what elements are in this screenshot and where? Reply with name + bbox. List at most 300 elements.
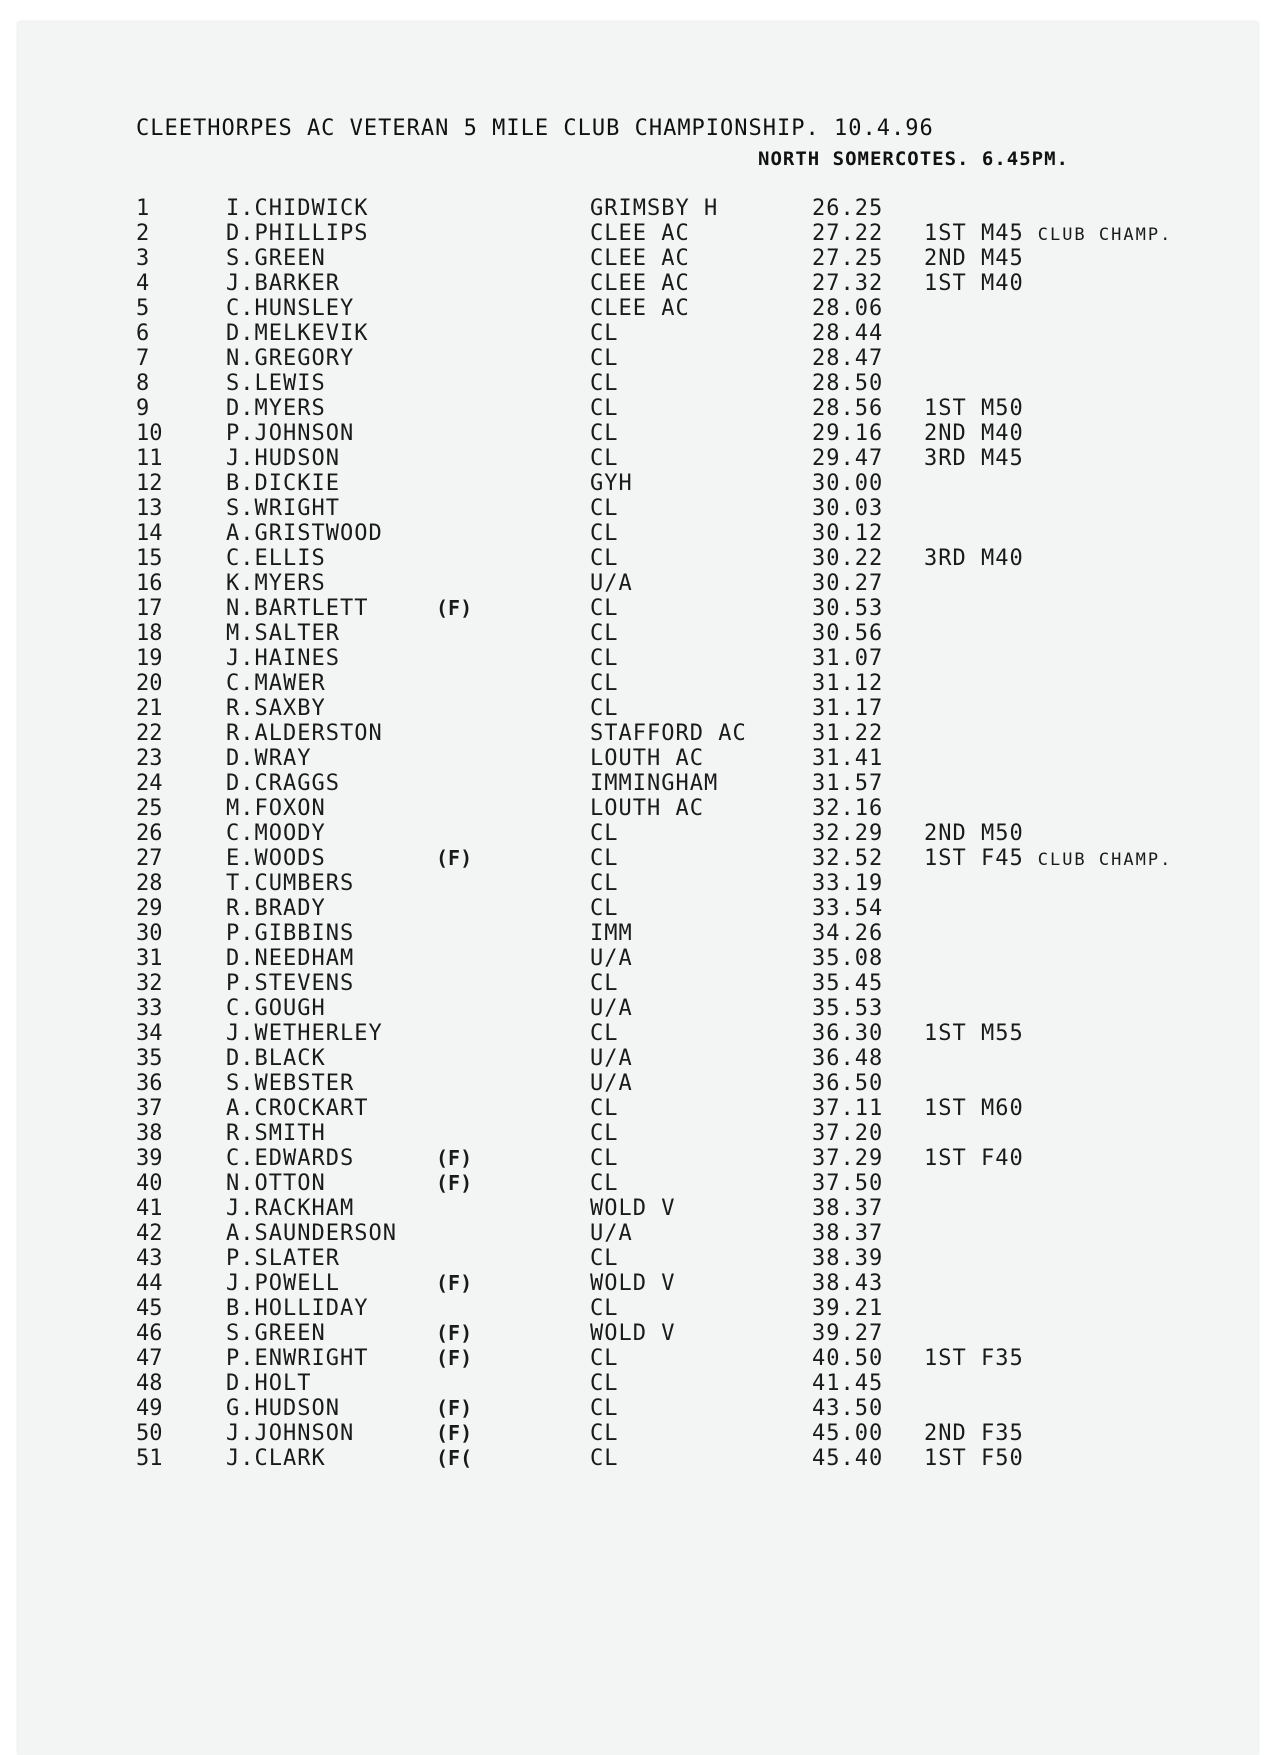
age-category-award [924,746,938,773]
runner-club: CL [590,621,619,646]
finish-time: 29.47 [812,446,884,471]
age-category-award [924,1321,938,1348]
runner-club: CL [590,1421,619,1446]
finish-time: 35.08 [812,946,884,971]
age-category-award [924,446,1038,473]
runner-club: WOLD V [590,1321,676,1346]
award-label: 1ST F45 [924,846,1024,871]
award-label: 1ST F35 [924,1346,1024,1371]
award-label: 3RD M45 [924,446,1024,471]
runner-club: CL [590,646,619,671]
finish-time: 28.50 [812,371,884,396]
club-champ-note: CLUB CHAMP. [1037,225,1173,245]
runner-club: WOLD V [590,1271,676,1296]
runner-name: S.WRIGHT [226,496,340,521]
runner-club: CL [590,1096,619,1121]
age-category-award [924,1221,938,1248]
finish-time: 30.12 [812,521,884,546]
award-label: 1ST M60 [924,1096,1024,1121]
result-row [0,1121,1275,1146]
age-category-award [924,971,938,998]
runner-club: IMM [590,921,633,946]
age-category-award [924,471,938,498]
finish-time: 30.22 [812,546,884,571]
finish-time: 30.00 [812,471,884,496]
result-position: 8 [136,371,150,396]
runner-name: C.GOUGH [226,996,326,1021]
finish-time: 41.45 [812,1371,884,1396]
runner-club: CL [590,421,619,446]
age-category-award [924,721,938,748]
result-position: 21 [136,696,163,721]
finish-time: 32.16 [812,796,884,821]
result-row [0,371,1275,396]
result-row [0,996,1275,1021]
result-row [0,221,1275,246]
runner-name: J.WETHERLEY [226,1021,383,1046]
runner-club: U/A [590,1221,633,1246]
finish-time: 33.19 [812,871,884,896]
runner-club: CL [590,896,619,921]
result-position: 49 [136,1396,163,1421]
runner-club: U/A [590,946,633,971]
result-row [0,1046,1275,1071]
result-position: 15 [136,546,163,571]
finish-time: 39.21 [812,1296,884,1321]
result-position: 14 [136,521,163,546]
finish-time: 35.45 [812,971,884,996]
runner-name: D.BLACK [226,1046,326,1071]
result-position: 44 [136,1271,163,1296]
runner-name: S.GREEN [226,246,326,271]
runner-club: CL [590,846,619,871]
age-category-award [924,246,1038,273]
age-category-award [924,521,938,548]
runner-club: CLEE AC [590,221,690,246]
result-row [0,1021,1275,1046]
finish-time: 32.29 [812,821,884,846]
result-position: 20 [136,671,163,696]
age-category-award [924,346,938,373]
result-row [0,946,1275,971]
result-position: 51 [136,1446,163,1471]
age-category-award [924,1121,938,1148]
runner-club: U/A [590,1046,633,1071]
result-position: 2 [136,221,150,246]
result-row [0,471,1275,496]
result-position: 47 [136,1346,163,1371]
gender-marker: (F) [436,1271,473,1295]
runner-club: CLEE AC [590,246,690,271]
result-position: 5 [136,296,150,321]
finish-time: 28.44 [812,321,884,346]
result-row [0,671,1275,696]
age-category-award [924,871,938,898]
finish-time: 27.25 [812,246,884,271]
result-row [0,246,1275,271]
age-category-award [924,496,938,523]
result-position: 23 [136,746,163,771]
runner-name: J.RACKHAM [226,1196,355,1221]
finish-time: 45.40 [812,1446,884,1471]
runner-club: CL [590,396,619,421]
runner-club: CL [590,1171,619,1196]
finish-time: 31.22 [812,721,884,746]
finish-time: 37.20 [812,1121,884,1146]
finish-time: 36.48 [812,1046,884,1071]
result-row [0,1096,1275,1121]
age-category-award [924,946,938,973]
runner-name: G.HUDSON [226,1396,340,1421]
runner-name: C.HUNSLEY [226,296,355,321]
result-row [0,846,1275,871]
age-category-award [924,1246,938,1273]
result-row [0,1246,1275,1271]
result-position: 46 [136,1321,163,1346]
runner-name: S.WEBSTER [226,1071,355,1096]
document-title: CLEETHORPES AC VETERAN 5 MILE CLUB CHAMPIONSHIP. 10.4.96 [136,116,934,141]
finish-time: 37.11 [812,1096,884,1121]
result-position: 36 [136,1071,163,1096]
runner-club: CLEE AC [590,271,690,296]
runner-name: D.NEEDHAM [226,946,355,971]
award-label: 2ND M40 [924,421,1024,446]
result-position: 13 [136,496,163,521]
result-row [0,521,1275,546]
result-row [0,696,1275,721]
result-position: 7 [136,346,150,371]
runner-name: S.LEWIS [226,371,326,396]
award-label: 1ST M50 [924,396,1024,421]
age-category-award [924,1046,938,1073]
runner-club: CL [590,596,619,621]
finish-time: 31.17 [812,696,884,721]
runner-name: P.SLATER [226,1246,340,1271]
result-position: 34 [136,1021,163,1046]
result-row [0,1171,1275,1196]
runner-name: C.ELLIS [226,546,326,571]
finish-time: 38.37 [812,1221,884,1246]
finish-time: 40.50 [812,1346,884,1371]
age-category-award [924,796,938,823]
award-label: 2ND M50 [924,821,1024,846]
result-position: 22 [136,721,163,746]
result-row [0,1146,1275,1171]
runner-name: D.CRAGGS [226,771,340,796]
runner-name: I.CHIDWICK [226,196,369,221]
age-category-award [924,396,1038,423]
age-category-award [924,1146,1038,1173]
runner-name: J.POWELL [226,1271,340,1296]
age-category-award [924,1396,938,1423]
gender-marker: (F) [436,1346,473,1370]
result-position: 9 [136,396,150,421]
runner-club: CL [590,371,619,396]
runner-club: CL [590,1121,619,1146]
runner-name: D.MYERS [226,396,326,421]
gender-marker: (F) [436,1421,473,1445]
age-category-award [924,1371,938,1398]
age-category-award [924,296,938,323]
finish-time: 32.52 [812,846,884,871]
finish-time: 45.00 [812,1421,884,1446]
age-category-award [924,421,1038,448]
runner-name: N.OTTON [226,1171,326,1196]
result-position: 40 [136,1171,163,1196]
result-position: 41 [136,1196,163,1221]
result-position: 26 [136,821,163,846]
age-category-award [924,1271,938,1298]
result-row [0,896,1275,921]
finish-time: 35.53 [812,996,884,1021]
age-category-award [924,546,1038,573]
runner-name: D.MELKEVIK [226,321,369,346]
result-position: 45 [136,1296,163,1321]
runner-club: LOUTH AC [590,796,704,821]
result-position: 29 [136,896,163,921]
gender-marker: (F) [436,1396,473,1420]
result-row [0,571,1275,596]
runner-name: D.PHILLIPS [226,221,369,246]
runner-name: D.WRAY [226,746,312,771]
result-row [0,1346,1275,1371]
result-row [0,496,1275,521]
runner-club: CL [590,1296,619,1321]
finish-time: 38.37 [812,1196,884,1221]
result-position: 24 [136,771,163,796]
runner-club: GRIMSBY H [590,196,719,221]
runner-club: IMMINGHAM [590,771,719,796]
runner-club: CL [590,971,619,996]
age-category-award [924,1021,1038,1048]
runner-name: C.MOODY [226,821,326,846]
runner-name: E.WOODS [226,846,326,871]
runner-name: R.ALDERSTON [226,721,383,746]
result-row [0,646,1275,671]
result-position: 43 [136,1246,163,1271]
age-category-award [924,1096,1038,1123]
finish-time: 30.03 [812,496,884,521]
finish-time: 26.25 [812,196,884,221]
result-position: 27 [136,846,163,871]
age-category-award [924,1296,938,1323]
result-position: 30 [136,921,163,946]
award-label: 3RD M40 [924,546,1024,571]
runner-name: S.GREEN [226,1321,326,1346]
age-category-award [924,1171,938,1198]
result-row [0,296,1275,321]
runner-club: CL [590,446,619,471]
finish-time: 38.39 [812,1246,884,1271]
result-position: 35 [136,1046,163,1071]
age-category-award [924,621,938,648]
runner-name: C.EDWARDS [226,1146,355,1171]
result-row [0,796,1275,821]
runner-name: M.SALTER [226,621,340,646]
result-row [0,1446,1275,1471]
result-position: 25 [136,796,163,821]
finish-time: 37.29 [812,1146,884,1171]
runner-club: CL [590,321,619,346]
runner-name: R.SAXBY [226,696,326,721]
result-row [0,1296,1275,1321]
result-row [0,321,1275,346]
club-champ-note: CLUB CHAMP. [1037,850,1173,870]
age-category-award [924,646,938,673]
result-row [0,346,1275,371]
runner-name: M.FOXON [226,796,326,821]
result-position: 17 [136,596,163,621]
result-row [0,721,1275,746]
result-row [0,1071,1275,1096]
result-position: 38 [136,1121,163,1146]
runner-club: U/A [590,996,633,1021]
runner-name: P.STEVENS [226,971,355,996]
finish-time: 27.22 [812,221,884,246]
age-category-award [924,371,938,398]
age-category-award [924,846,1172,873]
runner-club: CL [590,346,619,371]
finish-time: 30.56 [812,621,884,646]
finish-time: 28.06 [812,296,884,321]
award-label: 2ND M45 [924,246,1024,271]
result-row [0,821,1275,846]
gender-marker: (F( [436,1446,473,1470]
result-position: 50 [136,1421,163,1446]
runner-name: P.JOHNSON [226,421,355,446]
result-position: 16 [136,571,163,596]
age-category-award [924,996,938,1023]
finish-time: 29.16 [812,421,884,446]
result-position: 33 [136,996,163,1021]
age-category-award [924,671,938,698]
result-position: 1 [136,196,150,221]
award-label: 1ST M55 [924,1021,1024,1046]
result-position: 4 [136,271,150,296]
runner-club: CL [590,821,619,846]
result-row [0,196,1275,221]
age-category-award [924,1071,938,1098]
runner-name: B.HOLLIDAY [226,1296,369,1321]
runner-name: K.MYERS [226,571,326,596]
age-category-award [924,1446,1038,1473]
results-table [0,196,1275,1471]
result-position: 28 [136,871,163,896]
age-category-award [924,1421,1038,1448]
gender-marker: (F) [436,1321,473,1345]
result-row [0,446,1275,471]
result-row [0,771,1275,796]
age-category-award [924,596,938,623]
award-label: 1ST F50 [924,1446,1024,1471]
result-position: 12 [136,471,163,496]
result-row [0,396,1275,421]
gender-marker: (F) [436,1146,473,1170]
result-row [0,1221,1275,1246]
runner-club: U/A [590,1071,633,1096]
runner-club: CL [590,671,619,696]
result-row [0,621,1275,646]
finish-time: 31.12 [812,671,884,696]
result-row [0,1396,1275,1421]
result-position: 18 [136,621,163,646]
finish-time: 31.57 [812,771,884,796]
result-position: 19 [136,646,163,671]
result-position: 32 [136,971,163,996]
result-position: 10 [136,421,163,446]
finish-time: 34.26 [812,921,884,946]
runner-club: CL [590,696,619,721]
runner-name: A.SAUNDERSON [226,1221,397,1246]
finish-time: 28.47 [812,346,884,371]
age-category-award [924,896,938,923]
runner-club: U/A [590,571,633,596]
age-category-award [924,1196,938,1223]
age-category-award [924,221,1172,248]
result-position: 31 [136,946,163,971]
runner-name: A.CROCKART [226,1096,369,1121]
result-row [0,971,1275,996]
result-position: 3 [136,246,150,271]
age-category-award [924,196,938,223]
award-label: 1ST M40 [924,271,1024,296]
result-row [0,1321,1275,1346]
runner-club: CL [590,521,619,546]
runner-name: J.BARKER [226,271,340,296]
result-row [0,1421,1275,1446]
result-row [0,1371,1275,1396]
runner-club: CL [590,1146,619,1171]
result-position: 48 [136,1371,163,1396]
runner-club: CLEE AC [590,296,690,321]
result-row [0,1271,1275,1296]
finish-time: 37.50 [812,1171,884,1196]
finish-time: 36.50 [812,1071,884,1096]
finish-time: 30.27 [812,571,884,596]
runner-name: N.GREGORY [226,346,355,371]
runner-name: T.CUMBERS [226,871,355,896]
runner-club: LOUTH AC [590,746,704,771]
finish-time: 31.41 [812,746,884,771]
finish-time: 39.27 [812,1321,884,1346]
award-label: 1ST F40 [924,1146,1024,1171]
age-category-award [924,921,938,948]
age-category-award [924,571,938,598]
finish-time: 30.53 [812,596,884,621]
runner-club: CL [590,546,619,571]
result-position: 42 [136,1221,163,1246]
runner-club: CL [590,1446,619,1471]
result-row [0,271,1275,296]
runner-name: J.HAINES [226,646,340,671]
result-position: 37 [136,1096,163,1121]
age-category-award [924,271,1038,298]
runner-club: CL [590,496,619,521]
age-category-award [924,1346,1038,1373]
finish-time: 38.43 [812,1271,884,1296]
finish-time: 36.30 [812,1021,884,1046]
result-position: 11 [136,446,163,471]
runner-club: CL [590,871,619,896]
age-category-award [924,696,938,723]
gender-marker: (F) [436,846,473,870]
gender-marker: (F) [436,1171,473,1195]
runner-name: B.DICKIE [226,471,340,496]
runner-club: CL [590,1396,619,1421]
runner-name: J.CLARK [226,1446,326,1471]
gender-marker: (F) [436,596,473,620]
runner-club: CL [590,1371,619,1396]
